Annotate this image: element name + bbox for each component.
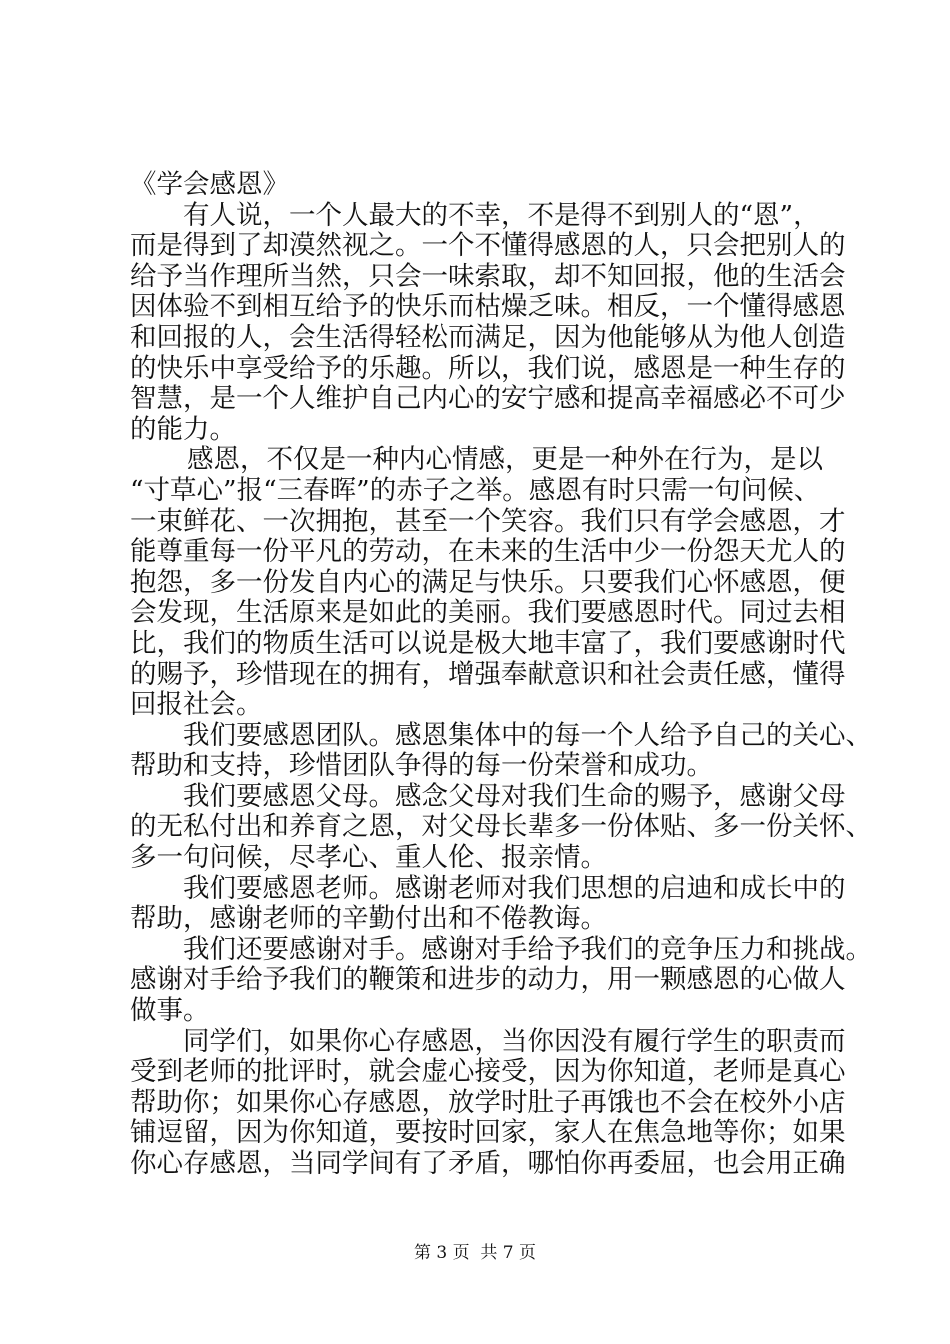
body-text-line: 帮助和支持，珍惜团队争得的每一份荣誉和成功。 (130, 750, 713, 782)
body-text-line: 的赐予，珍惜现在的拥有，增强奉献意识和社会责任感，懂得 (130, 658, 846, 690)
body-text-line: 感恩，不仅是一种内心情感，更是一种外在行为，是以 (187, 444, 823, 476)
body-text-line: 我们要感恩团队。感恩集体中的每一个人给予自己的关心、 (183, 719, 872, 751)
body-text-line: 的无私付出和养育之恩，对父母长辈多一份体贴、多一份关怀、 (130, 811, 872, 843)
body-text-line: 你心存感恩，当同学间有了矛盾，哪怕你再委屈，也会用正确 (130, 1148, 846, 1179)
body-text-line: 而是得到了却漠然视之。一个不懂得感恩的人，只会把别人的 (130, 230, 846, 262)
body-text-line: 会发现，生活原来是如此的美丽。我们要感恩时代。同过去相 (130, 597, 846, 629)
body-text-line: 我们还要感谢对手。感谢对手给予我们的竞争压力和挑战。 (183, 933, 872, 965)
body-text-line: 帮助，感谢老师的辛勤付出和不倦教诲。 (130, 903, 607, 935)
body-text-line: 我们要感恩老师。感谢老师对我们思想的启迪和成长中的 (183, 872, 846, 904)
body-text-line: 同学们，如果你心存感恩，当你因没有履行学生的职责而 (183, 1025, 846, 1057)
body-text-line: 感谢对手给予我们的鞭策和进步的动力，用一颗感恩的心做人 (130, 964, 846, 996)
body-text-line: 铺逗留，因为你知道，要按时回家，家人在焦急地等你；如果 (130, 1117, 846, 1149)
body-text-line: 我们要感恩父母。感念父母对我们生命的赐予，感谢父母 (183, 780, 846, 812)
body-text-line: 抱怨，多一份发自内心的满足与快乐。只要我们心怀感恩，便 (130, 566, 846, 598)
body-text-line: 和回报的人，会生活得轻松而满足，因为他能够从为他人创造 (130, 321, 846, 353)
body-text-line: 多一句问候，尽孝心、重人伦、报亲情。 (130, 842, 607, 874)
body-text-line: 给予当作理所当然，只会一味索取，却不知回报，他的生活会 (130, 260, 846, 292)
body-text-line: 因体验不到相互给予的快乐而枯燥乏味。相反，一个懂得感恩 (130, 291, 846, 323)
body-text-line: 能尊重每一份平凡的劳动，在未来的生活中少一份怨天尤人的 (130, 536, 846, 568)
document-title: 《学会感恩》 (130, 169, 289, 200)
body-text-line: 帮助你；如果你心存感恩，放学时肚子再饿也不会在校外小店 (130, 1086, 846, 1118)
document-body (130, 169, 872, 1180)
body-text-line: “寸草心”报“三春晖”的赤子之举。感恩有时只需一句问候、 (130, 474, 821, 506)
body-text-line: 比，我们的物质生活可以说是极大地丰富了，我们要感谢时代 (130, 627, 846, 659)
body-text-line: 回报社会。 (130, 689, 263, 721)
body-text-line: 智慧，是一个人维护自己内心的安宁感和提高幸福感必不可少 (130, 383, 846, 415)
page-number-label: 第 3 页 共 7 页 (413, 1243, 537, 1263)
body-text-line: 做事。 (130, 995, 210, 1027)
body-text-line: 有人说，一个人最大的不幸，不是得不到别人的“恩”， (183, 199, 820, 231)
body-text-line: 的能力。 (130, 413, 236, 445)
body-text-line: 受到老师的批评时，就会虚心接受，因为你知道，老师是真心 (130, 1056, 846, 1088)
body-text-line: 的快乐中享受给予的乐趣。所以，我们说，感恩是一种生存的 (130, 352, 846, 384)
page-footer (0, 1242, 950, 1264)
body-text-line: 一束鲜花、一次拥抱，甚至一个笑容。我们只有学会感恩，才 (130, 505, 846, 537)
